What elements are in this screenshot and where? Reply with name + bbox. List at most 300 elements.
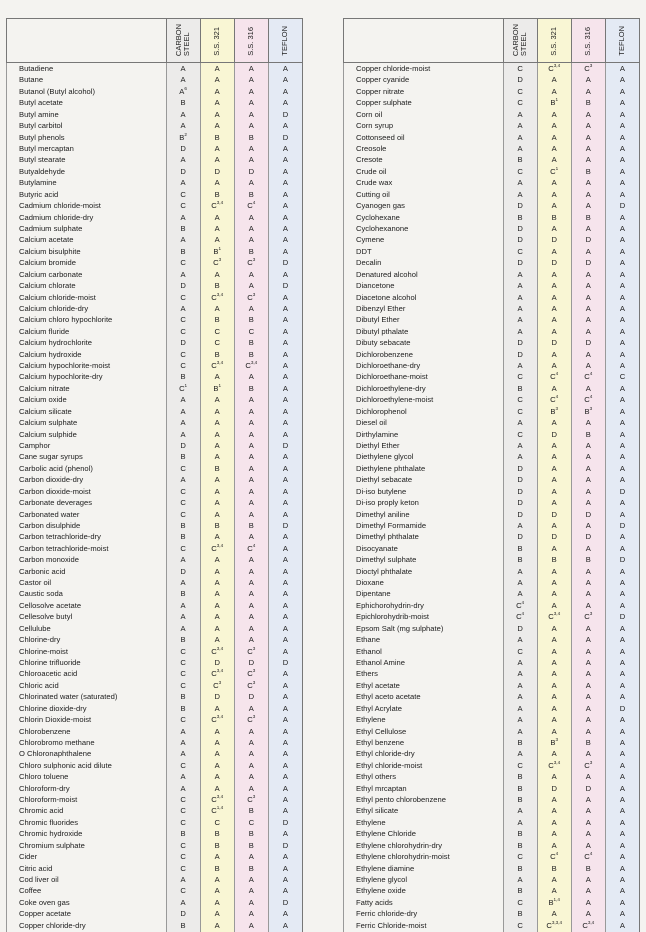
- rating-teflon: [268, 897, 302, 908]
- rating-text: $C^3$: [213, 679, 222, 690]
- rating-text: A: [551, 692, 557, 702]
- rating-teflon: [605, 383, 639, 394]
- rating-text: A: [282, 612, 288, 622]
- rating-ss321: [200, 246, 234, 257]
- rating-ss321: [200, 234, 234, 245]
- rating-teflon: [605, 86, 639, 97]
- rating-text: B: [248, 383, 254, 393]
- rating-teflon: [605, 577, 639, 588]
- rating-text: B: [551, 863, 557, 873]
- rating-teflon: [268, 874, 302, 885]
- rating-text: D: [282, 132, 289, 142]
- rating-teflon: [268, 63, 302, 75]
- rating-ss316: [571, 406, 605, 417]
- rating-teflon: [605, 771, 639, 782]
- rating-text: A: [551, 189, 557, 199]
- rating-text: A: [248, 737, 254, 747]
- chemical-name-text: Chloroform-dry: [19, 783, 70, 793]
- header-ss321: S.S. 321: [200, 19, 234, 63]
- chemical-name-text: Diesel oil: [356, 418, 387, 428]
- rating-text: A: [282, 623, 288, 633]
- rating-text: A: [619, 383, 625, 393]
- rating-text: A: [180, 155, 186, 165]
- rating-ss316: [234, 291, 268, 302]
- rating-text: B: [585, 166, 591, 176]
- table-row: [7, 600, 303, 611]
- rating-text: A: [619, 578, 625, 588]
- rating-ss321: [537, 748, 571, 759]
- rating-text: B: [180, 692, 186, 702]
- rating-ss316: [234, 360, 268, 371]
- rating-text: A: [282, 349, 288, 359]
- rating-text: $C^4$: [584, 371, 593, 382]
- chemical-name-text: Butyl acetate: [19, 98, 63, 108]
- rating-ss321: [200, 326, 234, 337]
- table-row: [7, 783, 303, 794]
- rating-text: D: [517, 532, 523, 542]
- rating-text: A: [248, 852, 254, 862]
- rating-text: A: [619, 292, 625, 302]
- rating-ss316: [234, 451, 268, 462]
- rating-ss316: [571, 451, 605, 462]
- rating-ss316: [234, 908, 268, 919]
- table-row: [7, 417, 303, 428]
- rating-teflon: [268, 623, 302, 634]
- table-row: [7, 828, 303, 839]
- rating-text: A: [282, 795, 288, 805]
- chemical-name: [7, 588, 167, 599]
- chemical-name: [344, 474, 504, 485]
- rating-ss316: [234, 74, 268, 85]
- rating-text: A: [248, 212, 254, 222]
- rating-ss321: [200, 109, 234, 120]
- rating-teflon: [268, 394, 302, 405]
- rating-text: A: [585, 269, 591, 279]
- rating-ss316: [234, 474, 268, 485]
- rating-text: A: [517, 520, 523, 530]
- chemical-name-text: Calcium oxide: [19, 395, 67, 405]
- rating-teflon: [268, 86, 302, 97]
- rating-text: B: [248, 349, 254, 359]
- rating-carbon-steel: [503, 691, 537, 702]
- rating-carbon-steel: [503, 74, 537, 85]
- rating-ss321: [200, 668, 234, 679]
- rating-ss316: [234, 234, 268, 245]
- chemical-name: [344, 200, 504, 211]
- rating-ss321: [200, 794, 234, 805]
- chemical-name-text: Chloro sulphonic acid dilute: [19, 760, 112, 770]
- rating-text: B: [248, 840, 254, 850]
- rating-teflon: [268, 132, 302, 143]
- rating-text: A: [282, 418, 288, 428]
- rating-text: A: [248, 703, 254, 713]
- rating-carbon-steel: [503, 703, 537, 714]
- table-row: [7, 280, 303, 291]
- chemical-name-text: Calcium hydroxide: [19, 349, 82, 359]
- rating-text: A: [214, 886, 220, 896]
- rating-text: A: [619, 921, 625, 931]
- chemical-name: [7, 200, 167, 211]
- chemical-name: [7, 223, 167, 234]
- rating-carbon-steel: [503, 611, 537, 622]
- rating-text: A: [517, 669, 523, 679]
- chemical-name-text: Copper sulphate: [356, 98, 412, 108]
- rating-text: C$^{3,4}$: [211, 542, 224, 553]
- rating-text: A: [282, 64, 288, 74]
- table-row: [344, 497, 640, 508]
- rating-carbon-steel: [503, 417, 537, 428]
- chemical-name-text: Cyclohexanone: [356, 223, 409, 233]
- rating-teflon: [268, 349, 302, 360]
- rating-ss321: [200, 74, 234, 85]
- rating-text: A: [551, 326, 557, 336]
- rating-ss321: [200, 314, 234, 325]
- table-row: [7, 840, 303, 851]
- rating-carbon-steel: [503, 360, 537, 371]
- rating-teflon: [605, 74, 639, 85]
- rating-text: D: [585, 338, 592, 348]
- table-header-row: [344, 19, 640, 63]
- rating-text: A: [551, 703, 557, 713]
- rating-text: A: [214, 418, 220, 428]
- rating-ss321: [537, 543, 571, 554]
- rating-ss321: [537, 371, 571, 382]
- rating-teflon: [268, 863, 302, 874]
- rating-carbon-steel: [503, 668, 537, 679]
- rating-text: B: [551, 555, 557, 565]
- rating-teflon: [605, 760, 639, 771]
- rating-text: A: [619, 258, 625, 268]
- rating-ss321: [537, 508, 571, 519]
- rating-text: A: [282, 315, 288, 325]
- chemical-name-text: Ferric chloride-dry: [356, 909, 418, 919]
- rating-text: A: [180, 418, 186, 428]
- rating-text: A: [282, 246, 288, 256]
- table-row: [344, 189, 640, 200]
- rating-text: A: [619, 361, 625, 371]
- chemical-name: [344, 223, 504, 234]
- rating-text: A: [248, 178, 254, 188]
- chemical-name: [7, 497, 167, 508]
- table-row: [344, 566, 640, 577]
- rating-text: D: [248, 166, 255, 176]
- rating-text: C: [180, 509, 186, 519]
- table-row: [7, 794, 303, 805]
- rating-ss316: [571, 748, 605, 759]
- rating-ss316: [571, 417, 605, 428]
- rating-ss321: [537, 805, 571, 816]
- rating-ss321: [200, 771, 234, 782]
- rating-ss321: [537, 908, 571, 919]
- rating-carbon-steel: [166, 623, 200, 634]
- rating-text: C: [180, 258, 186, 268]
- rating-text: A: [551, 875, 557, 885]
- rating-text: A: [180, 600, 186, 610]
- rating-carbon-steel: [166, 520, 200, 531]
- chemical-name-text: Creosole: [356, 144, 387, 154]
- rating-text: A: [248, 760, 254, 770]
- table-row: [7, 86, 303, 97]
- rating-teflon: [605, 794, 639, 805]
- rating-teflon: [605, 451, 639, 462]
- rating-text: A: [619, 829, 625, 839]
- chemical-name-text: Copper chloride-dry: [19, 921, 86, 931]
- rating-text: D: [517, 338, 523, 348]
- rating-text: A: [517, 303, 523, 313]
- chemical-name: [344, 588, 504, 599]
- rating-text: C$^{3,4}$: [548, 611, 561, 622]
- rating-teflon: [268, 725, 302, 736]
- rating-text: B: [214, 349, 220, 359]
- rating-text: A: [551, 806, 557, 816]
- chemical-name: [344, 86, 504, 97]
- rating-text: A: [517, 692, 523, 702]
- rating-text: A: [517, 658, 523, 667]
- rating-text: A: [619, 475, 625, 485]
- table-row: [344, 817, 640, 828]
- rating-text: A: [282, 372, 288, 382]
- chemical-name-text: Ethyl chloride-dry: [356, 749, 415, 759]
- rating-carbon-steel: [503, 326, 537, 337]
- chemical-name-text: Calcium silicate: [19, 406, 72, 416]
- rating-ss316: [234, 874, 268, 885]
- table-row: [344, 486, 640, 497]
- rating-text: B: [214, 315, 220, 325]
- rating-ss321: [537, 474, 571, 485]
- rating-ss316: [234, 280, 268, 291]
- rating-text: A: [619, 406, 625, 416]
- rating-text: D: [551, 783, 557, 793]
- rating-teflon: [605, 634, 639, 645]
- rating-text: A: [282, 772, 288, 782]
- rating-text: A: [619, 212, 625, 222]
- rating-teflon: [605, 486, 639, 497]
- rating-carbon-steel: [503, 508, 537, 519]
- rating-teflon: [605, 474, 639, 485]
- rating-teflon: [268, 646, 302, 657]
- rating-text: A: [551, 817, 557, 827]
- rating-teflon: [268, 531, 302, 542]
- rating-teflon: [268, 337, 302, 348]
- rating-teflon: [605, 143, 639, 154]
- rating-text: A: [214, 486, 220, 496]
- rating-text: A: [585, 440, 591, 450]
- rating-teflon: [268, 120, 302, 131]
- rating-ss316: [571, 794, 605, 805]
- chemical-name-text: Dirthylamine: [356, 429, 399, 439]
- rating-teflon: [268, 508, 302, 519]
- rating-text: A: [517, 680, 523, 690]
- rating-teflon: [605, 646, 639, 657]
- rating-text: A: [180, 269, 186, 279]
- rating-carbon-steel: [503, 714, 537, 725]
- chemical-name-text: DDT: [356, 246, 372, 256]
- rating-teflon: [605, 406, 639, 417]
- rating-text: A: [214, 623, 220, 633]
- rating-teflon: [605, 303, 639, 314]
- rating-ss316: [234, 840, 268, 851]
- rating-ss316: [571, 234, 605, 245]
- table-row: [7, 177, 303, 188]
- rating-teflon: [605, 166, 639, 177]
- rating-ss321: [537, 417, 571, 428]
- rating-text: C: [180, 326, 186, 336]
- rating-ss316: [571, 851, 605, 862]
- chemical-name-text: Butyric acid: [19, 189, 59, 199]
- rating-text: C$^{1,4}$: [211, 805, 224, 816]
- rating-ss316: [571, 760, 605, 771]
- rating-text: A: [619, 395, 625, 405]
- rating-text: A: [214, 98, 220, 108]
- rating-text: D: [619, 201, 626, 211]
- rating-text: B: [180, 532, 186, 542]
- rating-ss321: [200, 86, 234, 97]
- rating-text: B: [248, 338, 254, 348]
- rating-text: A: [619, 886, 625, 896]
- table-row: [344, 588, 640, 599]
- rating-text: C: [517, 98, 523, 108]
- table-row: [7, 531, 303, 542]
- rating-ss316: [571, 74, 605, 85]
- rating-text: C$^{3,4}$: [211, 668, 224, 679]
- rating-text: A: [585, 578, 591, 588]
- rating-teflon: [605, 725, 639, 736]
- rating-ss321: [537, 771, 571, 782]
- chemical-name-text: Ethylene Chloride: [356, 829, 416, 839]
- rating-teflon: [605, 189, 639, 200]
- table-row: [344, 211, 640, 222]
- header-carbon-steel: CARBON STEEL: [166, 19, 200, 63]
- rating-ss316: [571, 771, 605, 782]
- rating-text: A: [248, 749, 254, 759]
- rating-text: C$^{3,4}$: [548, 63, 561, 74]
- rating-text: A: [282, 121, 288, 131]
- rating-ss321: [537, 360, 571, 371]
- chemical-name-text: Butadiene: [19, 64, 54, 74]
- rating-text: A: [282, 921, 288, 931]
- rating-text: A: [517, 703, 523, 713]
- rating-teflon: [268, 474, 302, 485]
- rating-ss321: [537, 63, 571, 75]
- rating-ss321: [537, 840, 571, 851]
- rating-carbon-steel: [503, 566, 537, 577]
- rating-ss321: [537, 554, 571, 565]
- chemical-name-text: Corn oil: [356, 109, 383, 119]
- rating-text: A: [282, 98, 288, 108]
- rating-ss316: [234, 657, 268, 668]
- chemical-name-text: Ephichorohydrin-dry: [356, 600, 424, 610]
- rating-text: A: [248, 532, 254, 542]
- rating-text: A: [551, 498, 557, 508]
- table-row: [344, 417, 640, 428]
- rating-text: A: [180, 64, 186, 74]
- rating-ss316: [234, 326, 268, 337]
- table-row: [7, 714, 303, 725]
- rating-text: A: [180, 555, 186, 565]
- rating-ss316: [571, 383, 605, 394]
- rating-text: C: [180, 361, 186, 371]
- chemical-name-text: Carbonated water: [19, 509, 80, 519]
- rating-text: A: [214, 509, 220, 519]
- table-row: [7, 725, 303, 736]
- rating-carbon-steel: [503, 657, 537, 668]
- rating-teflon: [605, 897, 639, 908]
- rating-teflon: [268, 760, 302, 771]
- chemical-name-text: Cellosolve acetate: [19, 600, 82, 610]
- rating-teflon: [605, 703, 639, 714]
- table-row: [344, 166, 640, 177]
- table-row: [7, 234, 303, 245]
- rating-text: C$^{3,4}$: [211, 360, 224, 371]
- rating-teflon: [268, 314, 302, 325]
- chemical-name: [344, 885, 504, 896]
- chemical-name: [7, 394, 167, 405]
- rating-text: A: [180, 212, 186, 222]
- table-row: [7, 486, 303, 497]
- rating-text: A: [551, 475, 557, 485]
- rating-ss321: [537, 520, 571, 531]
- rating-text: D: [282, 817, 289, 827]
- rating-teflon: [268, 703, 302, 714]
- rating-text: C: [517, 395, 523, 405]
- chemical-name: [344, 600, 504, 611]
- rating-text: D: [180, 281, 186, 291]
- table-row: [344, 257, 640, 268]
- rating-text: A: [214, 635, 220, 645]
- rating-text: A: [551, 909, 557, 919]
- table-row: [7, 623, 303, 634]
- chemical-name: [344, 520, 504, 531]
- rating-text: A: [551, 75, 557, 85]
- rating-carbon-steel: [166, 337, 200, 348]
- rating-ss316: [234, 154, 268, 165]
- chemical-name: [7, 634, 167, 645]
- chemical-name: [7, 646, 167, 657]
- chemical-name: [7, 657, 167, 668]
- chemical-name: [7, 554, 167, 565]
- rating-text: A: [517, 440, 523, 450]
- rating-ss316: [234, 406, 268, 417]
- rating-ss316: [571, 463, 605, 474]
- chemical-name: [7, 828, 167, 839]
- rating-carbon-steel: [503, 794, 537, 805]
- chemical-name: [344, 805, 504, 816]
- rating-teflon: [268, 794, 302, 805]
- rating-text: A: [517, 715, 523, 725]
- rating-carbon-steel: [166, 246, 200, 257]
- rating-text: A: [585, 361, 591, 371]
- rating-text: A: [551, 246, 557, 256]
- rating-text: D: [585, 532, 592, 542]
- chemical-name: [7, 63, 167, 75]
- rating-text: A: [248, 486, 254, 496]
- rating-ss316: [571, 680, 605, 691]
- rating-text: A: [282, 760, 288, 770]
- rating-text: A: [282, 269, 288, 279]
- rating-ss316: [234, 668, 268, 679]
- chemical-name: [344, 97, 504, 108]
- rating-ss321: [200, 725, 234, 736]
- rating-carbon-steel: [166, 805, 200, 816]
- chemical-name: [344, 406, 504, 417]
- rating-ss316: [234, 132, 268, 143]
- rating-teflon: [268, 805, 302, 816]
- rating-text: A: [214, 772, 220, 782]
- rating-text: A: [551, 269, 557, 279]
- rating-ss316: [571, 897, 605, 908]
- rating-text: A: [214, 178, 220, 188]
- rating-text: $C^3$: [584, 63, 593, 74]
